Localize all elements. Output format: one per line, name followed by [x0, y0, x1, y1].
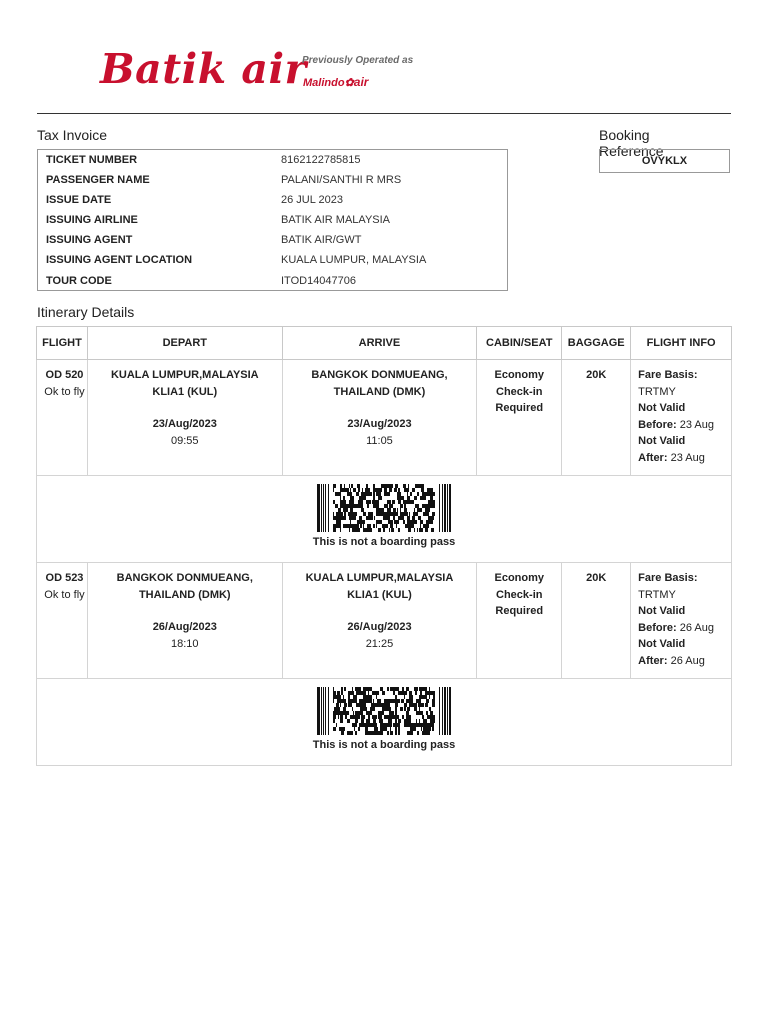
- depart-airport: THAILAND (DMK): [138, 588, 231, 601]
- arrive-time: 21:25: [365, 637, 394, 650]
- arrive-airport: THAILAND (DMK): [333, 385, 426, 398]
- info-label: ISSUING AGENT: [46, 234, 133, 246]
- barcode-image: [317, 687, 451, 735]
- info-row-ticket-number: [38, 150, 507, 170]
- info-row-issue-date: [38, 190, 507, 210]
- arrive-time: 11:05: [366, 434, 393, 447]
- info-value: PALANI/SANTHI R MRS: [281, 174, 402, 186]
- barcode-image: [317, 484, 451, 532]
- info-label: TICKET NUMBER: [46, 154, 138, 166]
- cabin-class: Economy: [494, 369, 545, 381]
- header-arrive: ARRIVE: [282, 327, 477, 360]
- baggage-cell: [562, 563, 631, 679]
- info-row-issuing-airline: [38, 210, 507, 230]
- malindo-air-logo: [303, 75, 368, 89]
- not-valid-before-label: Not Valid: [638, 605, 686, 617]
- not-valid-after-label: Not Valid: [638, 638, 686, 650]
- barcode-cell: [37, 476, 732, 563]
- depart-airport: KLIA1 (KUL): [152, 385, 218, 398]
- depart-date: 23/Aug/2023: [152, 418, 217, 430]
- not-valid-before-label-2: Before:: [638, 418, 677, 431]
- info-value: ITOD14047706: [281, 275, 357, 287]
- boarding-pass-note: This is not a boarding pass: [312, 739, 456, 751]
- cabin-required: Required: [495, 402, 544, 414]
- not-valid-before-value: 26 Aug: [679, 621, 715, 634]
- info-label: ISSUE DATE: [46, 194, 112, 206]
- cabin-cell: [477, 360, 562, 476]
- malindo-logo-air: air: [353, 75, 369, 89]
- booking-reference-title: Booking Reference: [599, 127, 664, 159]
- info-value: BATIK AIR/GWT: [281, 234, 362, 246]
- not-valid-after-value: 26 Aug: [670, 654, 705, 667]
- baggage-allowance: 20K: [586, 369, 607, 381]
- arrive-place: BANGKOK DONMUEANG,: [311, 369, 448, 381]
- arrive-place: KUALA LUMPUR,MALAYSIA: [305, 572, 454, 584]
- info-row-passenger-name: [38, 170, 507, 190]
- itinerary-table: [36, 326, 732, 766]
- flight-row: [37, 563, 732, 679]
- depart-place: BANGKOK DONMUEANG,: [116, 572, 253, 584]
- cabin-cell: [477, 563, 562, 679]
- arrive-date: 23/Aug/2023: [347, 418, 412, 430]
- flight-status: Ok to fly: [44, 588, 85, 601]
- flight-number: OD 520: [45, 369, 84, 381]
- cabin-checkin: Check-in: [496, 385, 543, 398]
- info-value: 8162122785815: [281, 154, 361, 166]
- tax-invoice-title: Tax Invoice: [37, 127, 108, 143]
- header-baggage: BAGGAGE: [562, 327, 631, 360]
- malindo-logo-text: Malindo: [303, 77, 345, 89]
- not-valid-before-label-2: Before:: [638, 621, 677, 634]
- flight-row: [37, 360, 732, 476]
- cabin-class: Economy: [494, 572, 545, 584]
- flight-cell: [37, 360, 88, 476]
- flight-info-cell: [631, 360, 732, 476]
- previously-operated-note: Previously Operated as: [302, 55, 414, 66]
- itinerary-title: Itinerary Details: [37, 304, 135, 320]
- baggage-allowance: 20K: [586, 572, 607, 584]
- baggage-cell: [562, 360, 631, 476]
- not-valid-before-value: 23 Aug: [679, 418, 715, 431]
- flight-number: OD 523: [45, 572, 84, 584]
- flight-status: Ok to fly: [44, 385, 85, 398]
- info-value: KUALA LUMPUR, MALAYSIA: [281, 254, 427, 266]
- info-label: ISSUING AGENT LOCATION: [46, 254, 193, 266]
- info-row-issuing-agent: [38, 230, 507, 250]
- barcode-cell: [37, 679, 732, 766]
- arrive-cell: [282, 360, 477, 476]
- depart-cell: [87, 360, 282, 476]
- not-valid-before-label: Not Valid: [638, 402, 686, 414]
- booking-reference-code: OVYKLX: [599, 149, 730, 173]
- depart-date: 26/Aug/2023: [152, 621, 217, 633]
- not-valid-after-label-2: After:: [638, 654, 668, 667]
- barcode-row: [37, 476, 732, 563]
- info-value: BATIK AIR MALAYSIA: [281, 214, 391, 226]
- malindo-bird-icon: ✿: [344, 77, 354, 89]
- depart-time: 18:10: [171, 637, 199, 650]
- arrive-date: 26/Aug/2023: [347, 621, 412, 633]
- tax-invoice-box: [37, 149, 508, 291]
- cabin-checkin: Check-in: [496, 588, 543, 601]
- fare-basis-label: Fare Basis:: [638, 572, 698, 584]
- info-row-tour-code: [38, 271, 507, 291]
- fare-basis-value: TRTMY: [638, 385, 676, 398]
- info-label: TOUR CODE: [46, 275, 112, 287]
- fare-basis-value: TRTMY: [638, 588, 676, 601]
- header-cabin-seat: CABIN/SEAT: [477, 327, 562, 360]
- not-valid-after-label-2: After:: [638, 451, 668, 464]
- header-depart: DEPART: [87, 327, 282, 360]
- not-valid-after-label: Not Valid: [638, 435, 686, 447]
- batik-air-logo: Batik air: [100, 45, 307, 93]
- itinerary-header-row: [37, 327, 732, 360]
- header-divider: [37, 113, 731, 114]
- header-flight-info: FLIGHT INFO: [631, 327, 732, 360]
- flight-info-cell: [631, 563, 732, 679]
- info-label: PASSENGER NAME: [46, 174, 150, 186]
- flight-cell: [37, 563, 88, 679]
- header-flight: FLIGHT: [37, 327, 88, 360]
- info-label: ISSUING AIRLINE: [46, 214, 138, 226]
- depart-cell: [87, 563, 282, 679]
- not-valid-after-value: 23 Aug: [670, 451, 705, 464]
- boarding-pass-note: This is not a boarding pass: [312, 536, 456, 548]
- cabin-required: Required: [495, 605, 544, 617]
- arrive-airport: KLIA1 (KUL): [347, 588, 412, 601]
- fare-basis-label: Fare Basis:: [638, 369, 698, 381]
- info-row-issuing-agent-location: [38, 250, 507, 270]
- barcode-row: [37, 679, 732, 766]
- arrive-cell: [282, 563, 477, 679]
- info-value: 26 JUL 2023: [281, 194, 343, 206]
- depart-place: KUALA LUMPUR,MALAYSIA: [110, 369, 259, 381]
- depart-time: 09:55: [171, 434, 199, 447]
